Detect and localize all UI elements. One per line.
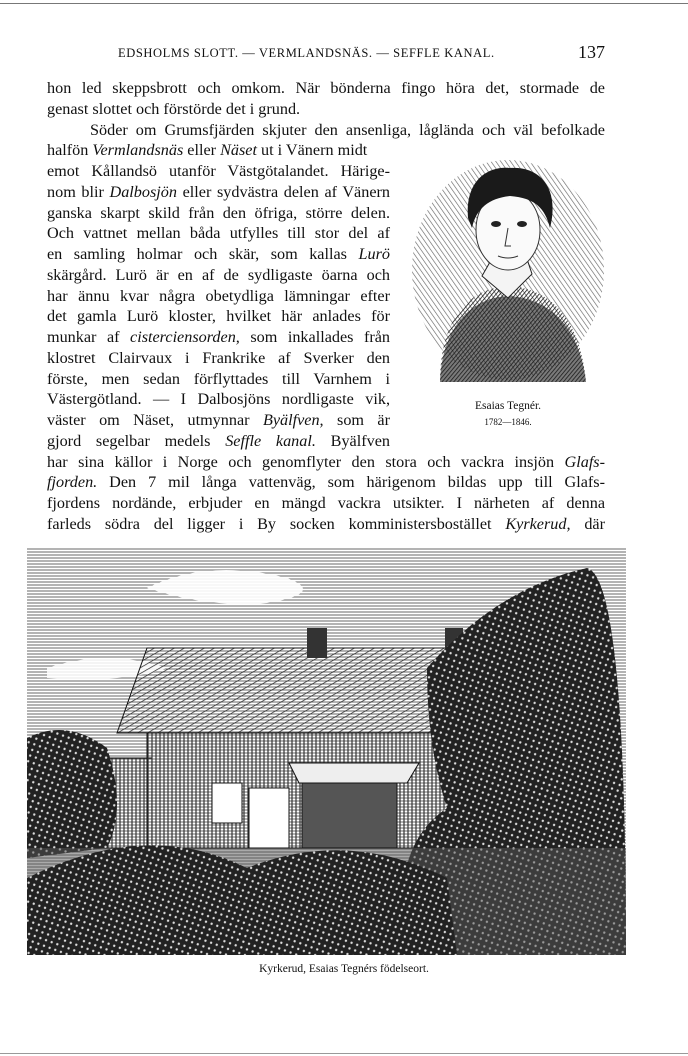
text-line [47, 452, 605, 473]
text-segment: som inkallades från [239, 328, 391, 346]
text-line [47, 203, 390, 224]
text-segment: Byälfven [315, 431, 391, 450]
text-segment: eller [183, 141, 221, 160]
italic-text: fjorden. [47, 473, 98, 492]
portrait-engraving [410, 158, 606, 382]
text-line [47, 514, 605, 535]
text-segment: väster om Näset, utmynnar [47, 411, 263, 429]
text-segment: fjordens nordände, erbjuder en mängd vackra utsikter. I närheten af denna [47, 494, 605, 512]
text-line [47, 348, 390, 369]
italic-text: Byälfven, [262, 411, 324, 429]
text-segment: nom blir [47, 182, 110, 201]
text-segment: Den 7 mil långa vattenväg, som härigenom bildas upp till Glafs- [97, 473, 605, 492]
text-line [47, 140, 390, 161]
text-line [47, 286, 390, 307]
text-line [47, 265, 390, 286]
italic-text: Seffle kanal. [225, 431, 316, 450]
text-segment: har ännu kvar några obetydliga lämningar efter [47, 286, 390, 305]
page-edge-line-bottom [0, 1053, 688, 1054]
text-line [47, 223, 390, 244]
text-line [47, 120, 605, 141]
italic-text: Näset [220, 141, 257, 160]
text-segment: klostret Clairvaux i Frankrike af Sverker den [47, 348, 390, 367]
text-segment: Och vattnet mellan båda utfylles till stor del af [47, 224, 390, 243]
text-segment: munkar af [47, 328, 131, 346]
text-segment: ut i Vänern midt [256, 141, 368, 160]
text-segment: Söder om Grumsfjärden skjuter den ansenliga, låglända och väl befolkade [90, 120, 605, 139]
text-segment: Västergötland. — I Dalbosjöns nordligaste vik, [47, 390, 390, 409]
text-segment: halfön [47, 141, 93, 160]
text-segment: där [570, 514, 605, 533]
italic-text: Vermlandsnäs [92, 141, 184, 160]
text-line [47, 78, 605, 99]
text-segment: det gamla Lurö kloster, hvilket här anlades för [47, 307, 390, 326]
italic-text: Kyrkerud, [505, 514, 571, 533]
text-segment: eller sydvästra delen af Vänern [176, 182, 390, 201]
text-line [47, 306, 390, 327]
illustration-caption: Kyrkerud, Esaias Tegnérs födelseort. [259, 963, 429, 975]
text-line [47, 410, 390, 431]
italic-text: cisterciensorden, [130, 328, 240, 346]
text-line [47, 369, 390, 390]
text-line [47, 389, 390, 410]
italic-text: Glafs- [564, 452, 605, 471]
page-number: 137 [578, 42, 605, 62]
text-line [47, 327, 390, 348]
text-segment: genast slottet och förstörde det i grund. [47, 99, 301, 118]
text-segment: hon led skeppsbrott och omkom. När bönderna fingo höra det, stormade de [47, 79, 605, 97]
page-edge-line [0, 3, 688, 4]
text-segment: skärgård. Lurö är en af de sydligaste öarna och [47, 265, 390, 284]
text-segment: gjord segelbar medels [47, 431, 226, 450]
text-segment: ganska skarpt skild från den öfriga, större delen. [47, 203, 390, 222]
text-line [47, 244, 390, 265]
text-segment: förste, men sedan förflyttades till Varnhem i [47, 369, 390, 388]
text-segment: emot Kållandsö utanför Västgötalandet. Härige- [47, 162, 390, 180]
text-segment: som är [323, 411, 390, 429]
text-line [47, 182, 390, 203]
italic-text: Dalbosjön [109, 182, 177, 201]
running-header: EDSHOLMS SLOTT. — VERMLANDSNÄS. — SEFFLE KANAL. [118, 46, 495, 60]
text-segment: har sina källor i Norge och genomflyter den stora och vackra insjön [47, 452, 565, 471]
text-line [47, 431, 390, 452]
portrait-caption-years: 1782—1846. [484, 417, 532, 427]
text-segment: farleds södra del ligger i By socken komministersbostället [47, 514, 506, 533]
italic-text: Lurö [358, 245, 390, 263]
text-line [47, 99, 605, 120]
portrait-caption-name: Esaias Tegnér. [474, 400, 542, 412]
kyrkerud-illustration [27, 548, 626, 955]
text-line [47, 161, 390, 182]
text-line [47, 493, 605, 514]
text-segment: en samling holmar och skär, som kallas [47, 245, 359, 263]
text-line [47, 472, 605, 493]
